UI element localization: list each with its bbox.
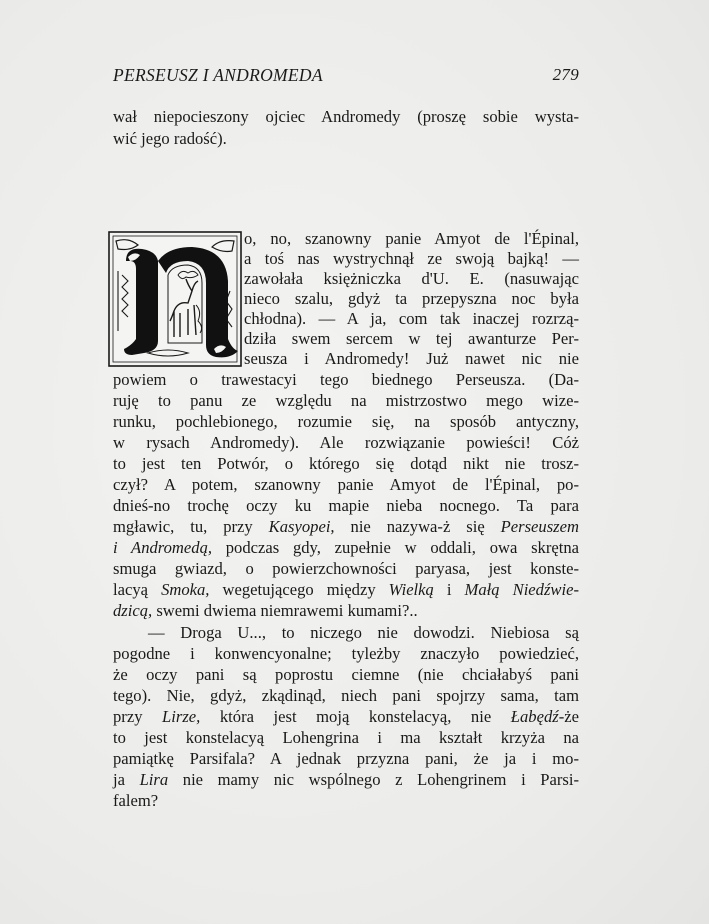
italic-term: Łabędź bbox=[510, 707, 559, 726]
text-line: dziła swem sercem w tej awanturze Per- bbox=[244, 329, 579, 348]
text-line: wał niepocieszony ojciec Andromedy (proszę sobie wysta- bbox=[113, 107, 579, 126]
text-line: ruję to panu ze względu na mistrzostwo mego wize- bbox=[113, 391, 579, 410]
text-line: chłodna). — A ja, com tak inaczej rozrzą- bbox=[244, 309, 579, 328]
text-line: seusza i Andromedy! Już nawet nic nie bbox=[244, 349, 579, 368]
text-line: o, no, szanowny panie Amyot de l'Épinal, bbox=[244, 229, 579, 248]
italic-term: Perseuszem bbox=[500, 517, 579, 536]
text-line: pamiątkę Parsifala? A jednak przyzna pani, że ja i mo- bbox=[113, 749, 579, 768]
text-line: wić jego radość). bbox=[113, 129, 227, 148]
text-line: ja Lira nie mamy nic wspólnego z Lohengrinem i Parsi- bbox=[113, 770, 579, 789]
text-line: i Andromedą, podczas gdy, zupełnie w oddali, owa skrętna bbox=[113, 538, 579, 557]
text-line: a toś nas wystrychnął ze swoją bajką! — bbox=[244, 249, 579, 268]
text-line: dnieś-no trochę oczy ku mapie nieba nocnego. Ta para bbox=[113, 496, 579, 515]
italic-term: i Andromedą, bbox=[113, 538, 213, 557]
text-line: to jest ten Potwór, o którego się dotąd nikt nie trosz- bbox=[113, 454, 579, 473]
text-line: przy Lirze, która jest moją konstelacyą, nie Łabędź-że bbox=[113, 707, 579, 726]
italic-term: Kasyopei, bbox=[268, 517, 335, 536]
text-line: czył? A potem, szanowny panie Amyot de l'Épinal, po- bbox=[113, 475, 579, 494]
text-line: mgławic, tu, przy Kasyopei, nie nazywa-ż się Perseuszem bbox=[113, 517, 579, 536]
text-line: to jest konstelacyą Lohengrina i ma kształt krzyża na bbox=[113, 728, 579, 747]
illuminated-initial-n-icon bbox=[108, 231, 242, 367]
italic-term: Małą Niedźwie- bbox=[464, 580, 579, 599]
text-line: nieco szalu, gdyż ta przepyszna noc była bbox=[244, 289, 579, 308]
italic-term: Lira bbox=[139, 770, 169, 789]
italic-term: dzicą, bbox=[113, 601, 153, 620]
italic-term: Smoka, bbox=[161, 580, 210, 599]
running-title: PERSEUSZ I ANDROMEDA bbox=[113, 65, 323, 85]
text-line: powiem o trawestacyi tego biednego Perseusza. (Da- bbox=[113, 370, 579, 389]
page-number: 279 bbox=[552, 65, 579, 84]
text-line: smuga gwiazd, o powierzchowności paryasa, jest konste- bbox=[113, 559, 579, 578]
text-line: pogodne i konwencyonalne; tyleżby znaczyło powiedzieć, bbox=[113, 644, 579, 663]
text-line: tego). Nie, gdyż, zkądinąd, niech pani spojrzy sama, tam bbox=[113, 686, 579, 705]
italic-term: Lirze, bbox=[162, 707, 201, 726]
text-line: runku, pochlebionego, rozumie się, na sposób antyczny, bbox=[113, 412, 579, 431]
text-line: lacyą Smoka, wegetującego między Wielką i Małą Niedźwie- bbox=[113, 580, 579, 599]
text-line: dzicą, swemi dwiema niemrawemi kumami?.. bbox=[113, 601, 418, 620]
italic-term: Wielką bbox=[388, 580, 434, 599]
text-line: — Droga U..., to niczego nie dowodzi. Niebiosa są bbox=[148, 623, 579, 642]
text-line: zawołała księżniczka d'U. E. (nasuwając bbox=[244, 269, 579, 288]
text-line: w rysach Andromedy). Ale rozwiązanie powieści! Cóż bbox=[113, 433, 579, 452]
text-line: falem? bbox=[113, 791, 159, 810]
text-line: że oczy pani są poprostu ciemne (nie chciałabyś pani bbox=[113, 665, 579, 684]
